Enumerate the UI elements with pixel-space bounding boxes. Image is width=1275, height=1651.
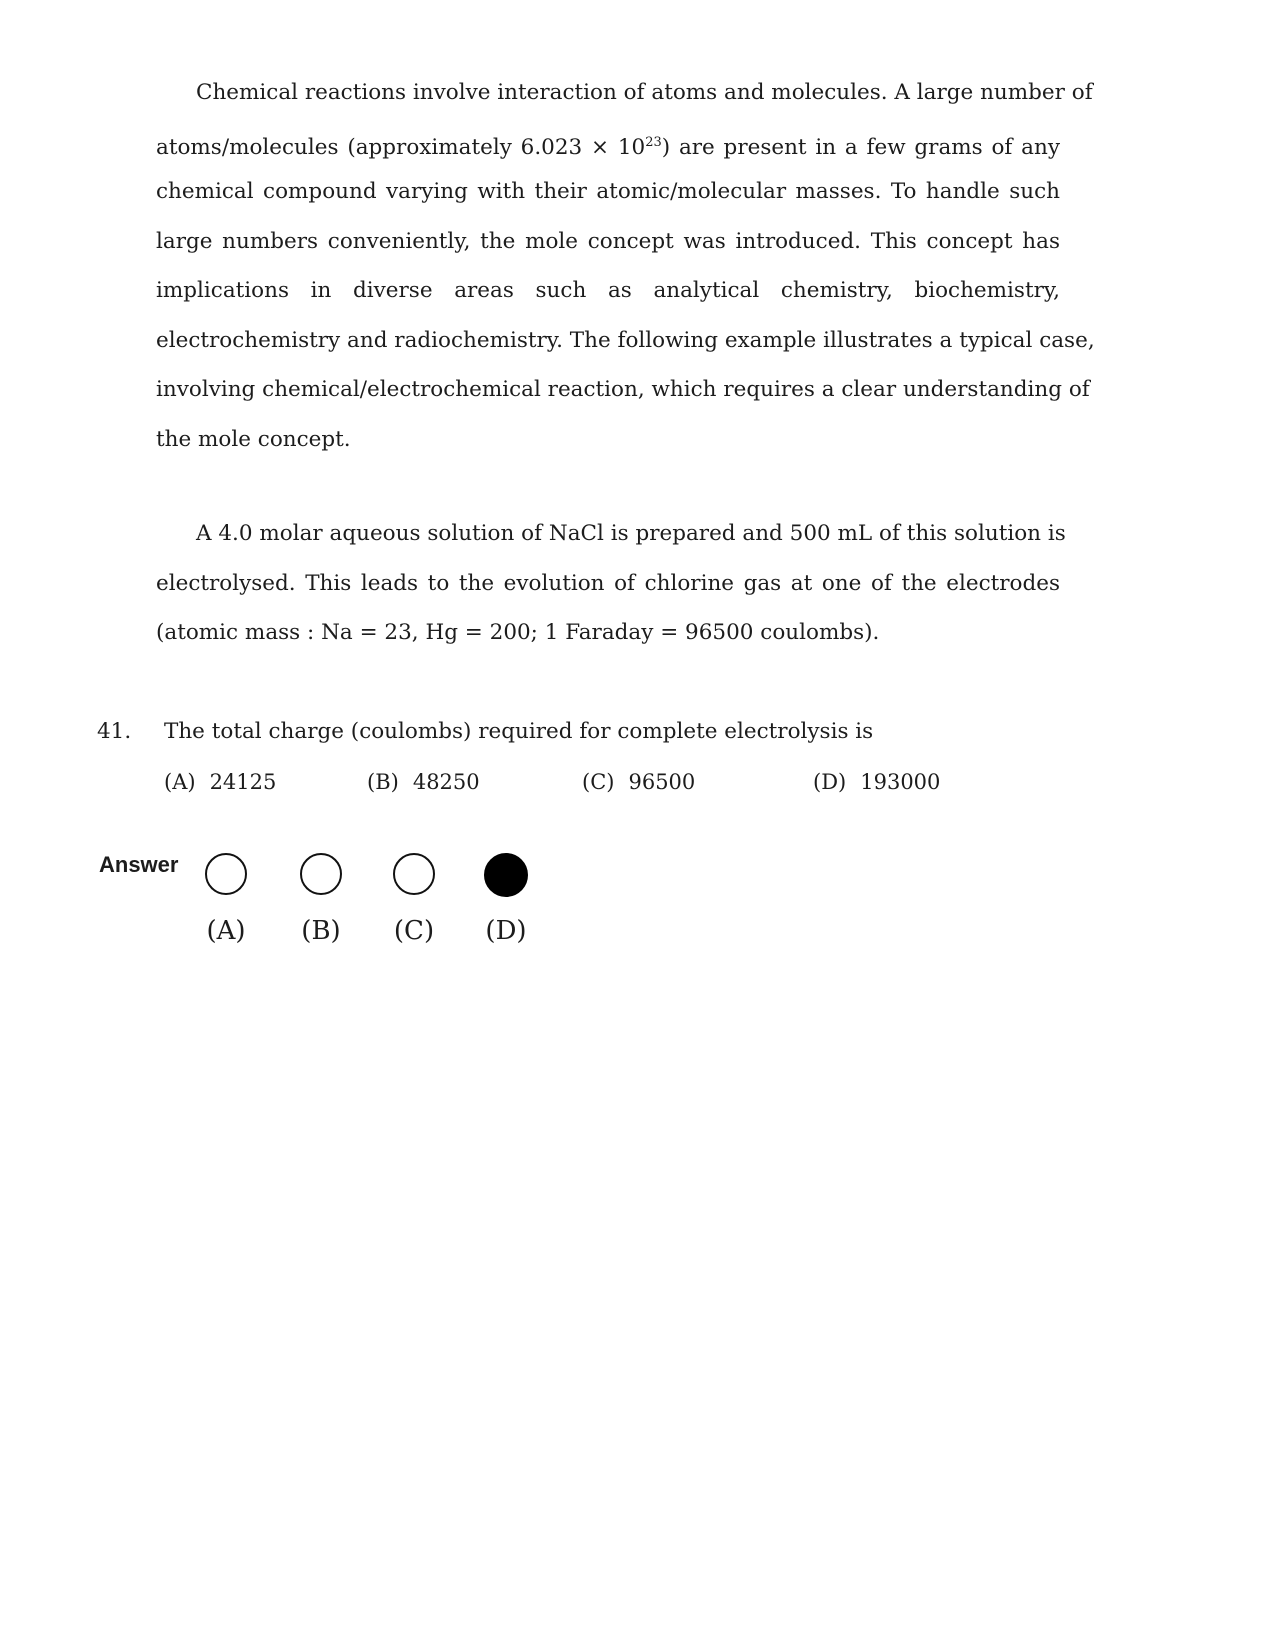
question-text: The total charge (coulombs) required for complete electrolysis is	[164, 719, 874, 744]
intro-line: the mole concept.	[156, 426, 351, 452]
problem-line: electrolysed. This leads to the evolution of chlorine gas at one of the electrodes	[156, 570, 1060, 596]
bubble-label-a: (A)	[206, 916, 246, 946]
option-c	[582, 770, 695, 794]
exponent: 23	[645, 134, 662, 150]
intro-paragraph	[156, 68, 1095, 464]
problem-line: (atomic mass : Na = 23, Hg = 200; 1 Faraday = 96500 coulombs).	[156, 620, 880, 645]
option-label: (D)	[813, 770, 847, 794]
intro-line: involving chemical/electrochemical reaction, which requires a clear understanding of	[156, 377, 1090, 402]
answer-bubble-b[interactable]	[300, 853, 342, 895]
intro-line: chemical compound varying with their atomic/molecular masses. To handle such	[156, 179, 1060, 204]
problem-paragraph	[156, 509, 1066, 658]
bubble-label-c: (C)	[393, 916, 435, 946]
option-label: (B)	[367, 770, 399, 794]
option-label: (A)	[164, 770, 196, 794]
intro-line-part: ) are present in a few grams of any	[661, 134, 1060, 160]
option-a	[164, 770, 276, 794]
option-label: (C)	[582, 770, 615, 794]
answer-bubble-a[interactable]	[205, 853, 247, 895]
intro-line: large numbers conveniently, the mole concept was introduced. This concept has	[156, 228, 1060, 254]
option-value: 96500	[628, 770, 696, 794]
intro-line-part: atoms/molecules (approximately 6.023 × 10	[156, 134, 646, 160]
bubble-label-b: (B)	[301, 916, 341, 946]
answer-bubble-d[interactable]	[484, 853, 528, 897]
intro-line: Chemical reactions involve interaction of atoms and molecules. A large number of	[196, 80, 1093, 105]
bubble-label-d: (D)	[485, 916, 527, 946]
option-b	[367, 770, 480, 794]
intro-line-with-exponent	[156, 118, 1060, 168]
answer-label: Answer	[99, 852, 179, 877]
option-d	[813, 770, 940, 794]
option-value: 193000	[860, 770, 941, 794]
intro-line: implications in diverse areas such as analytical chemistry, biochemistry,	[156, 278, 1060, 303]
option-value: 24125	[209, 770, 277, 794]
question-number: 41.	[97, 719, 132, 744]
intro-line: electrochemistry and radiochemistry. The following example illustrates a typical case,	[156, 327, 1095, 353]
answer-bubble-c[interactable]	[393, 853, 435, 895]
problem-line: A 4.0 molar aqueous solution of NaCl is prepared and 500 mL of this solution is	[196, 521, 1066, 546]
option-value: 48250	[412, 770, 480, 794]
